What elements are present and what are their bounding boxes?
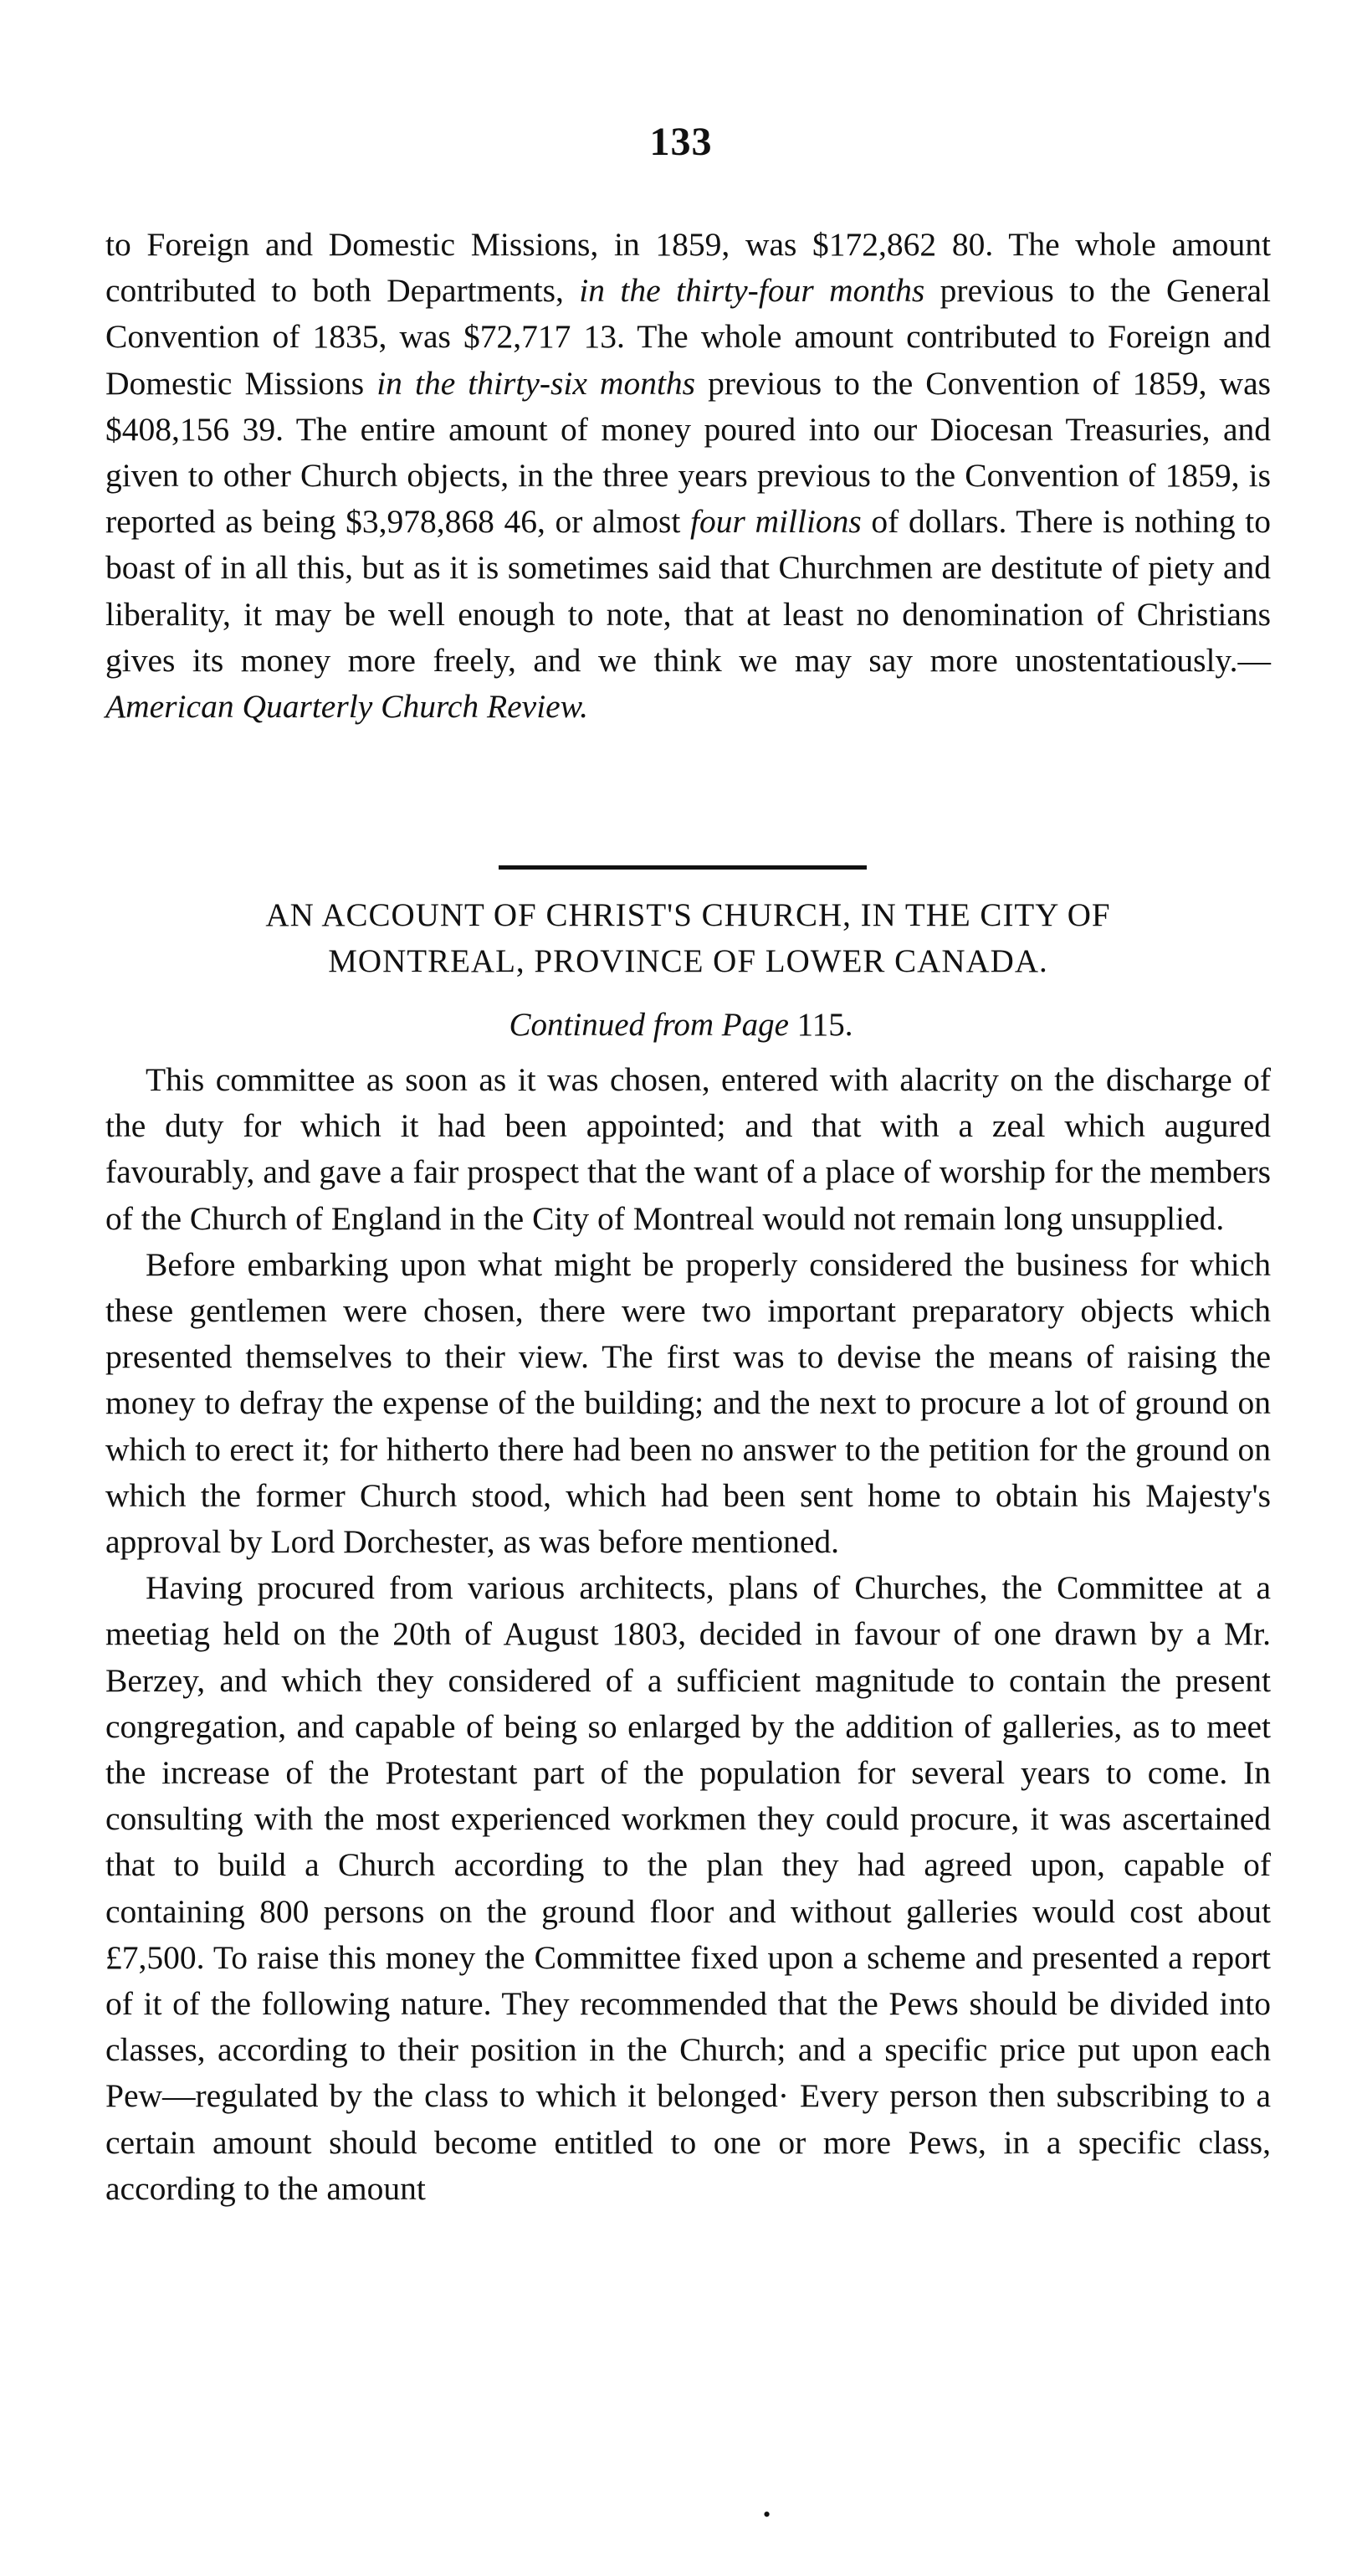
emphasis-text: in the thirty-four months	[579, 272, 925, 310]
emphasis-text: four millions	[690, 503, 862, 541]
paragraph-text: to Foreign and Domestic Missions, in 1859, was $172,862 80. The whole amount contributed to both Departments,	[105, 226, 1271, 310]
first-article-body	[105, 222, 1271, 730]
body-paragraph: Having procured from various architects, plans of Churches, the Committee at a meetiag held on the 20th of August 1803, decided in favour of one drawn by a Mr. Berzey, and which they considered of a sufficient magnitude to contain the present congregation, and capable of being so enlarged by the addition of galleries, as to meet the increase of the Protestant part of the population for several years to come. In consulting with the most experienced workmen they could procure, it was ascertained that to build a Church according to the plan they had agreed upon, capable of containing 800 persons on the ground floor and without galleries would cost about £7,500. To raise this money the Committee fixed upon a scheme and presented a report of it of the following nature. They recommended that the Pews should be divided into classes, according to their position in the Church; and a specific price put upon each Pew—regulated by the class to which it belonged· Every person then subscribing to a certain amount should become entitled to one or more Pews, in a specific class, according to the amount	[105, 1569, 1271, 2207]
article-title-line: AN ACCOUNT OF CHRIST'S CHURCH, IN THE CITY OF	[265, 897, 1111, 933]
paragraph-text: of dollars. There is nothing to boast of in all this, but as it is sometimes said that Churchmen are destitute of piety and liberality, it may be well enough to note, that at least no denomination of Christians gives its money more freely, and we think we may say more unostentatiously.—	[105, 503, 1271, 679]
first-article-paragraph	[105, 222, 1271, 730]
page-number: 133	[649, 120, 713, 164]
body-paragraph: Before embarking upon what might be properly considered the business for which these gentlemen were chosen, there were two important preparatory objects which presented themselves to their view. The first was to devise the means of raising the money to defray the expense of the building; and the next to procure a lot of ground on which to erect it; for hitherto there had been no answer to the petition for the ground on which the former Church stood, which had been sent home to obtain his Majesty's approval by Lord Dorchester, as was before mentioned.	[105, 1245, 1271, 1561]
article-title-line: MONTREAL, PROVINCE OF LOWER CANADA.	[328, 943, 1048, 979]
footer-mark: •	[763, 2502, 771, 2527]
source-citation: American Quarterly Church Review.	[105, 688, 588, 726]
paragraph-text: previous to the Convention of 1859, was $408,156 39. The entire amount of money poured into our Diocesan Treasuries, and given to other Church objects, in the three years previous to the Convention of 1859, is reported as being $3,978,868 46, or almost	[105, 364, 1271, 541]
body-paragraph: This committee as soon as it was chosen, entered with alacrity on the discharge of the duty for which it had been appointed; and that with a zeal which augured favourably, and gave a fair prospect that the want of a place of worship for the members of the Church of England in the City of Montreal would not remain long unsupplied.	[105, 1061, 1271, 1237]
continued-label: Continued from Page	[509, 1007, 789, 1043]
section-divider	[499, 865, 867, 870]
paragraph-text: previous to the General Convention of 1835, was $72,717 13. The whole amount contributed to Foreign and Domestic Missions	[105, 272, 1271, 402]
continued-note	[0, 1006, 1362, 1044]
article-title	[105, 892, 1271, 984]
second-article-body	[105, 1057, 1271, 2212]
emphasis-text: in the thirty-six months	[376, 364, 696, 402]
continued-page-number: 115.	[796, 1007, 853, 1043]
